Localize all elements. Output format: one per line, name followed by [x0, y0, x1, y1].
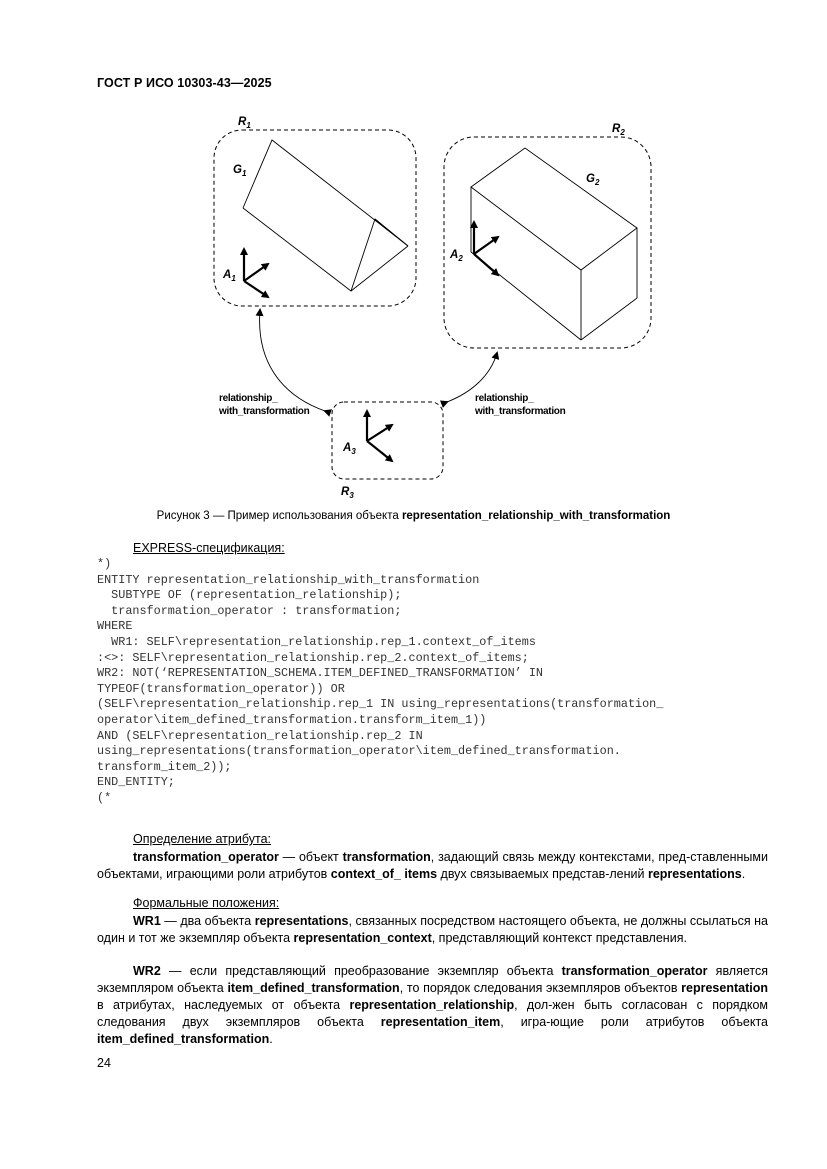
- wr1-paragraph: WR1 — два объекта representations, связанных посредством настоящего объекта, не должны ссылаться на один и тот же экземпляр объекта representation_context, представляющий контекст представления.: [97, 914, 768, 945]
- axes-a1-icon: [244, 249, 268, 297]
- figure-caption: Рисунок 3 — Пример использования объекта representation_relationship_with_transformation: [156, 510, 671, 522]
- label-r3: $R_3$: [341, 486, 354, 500]
- axes-a3-icon: [367, 411, 392, 461]
- prism-shape: [243, 140, 408, 291]
- relationship-label-left-line2: with_transformation: [219, 406, 310, 417]
- relationship-label-right-line1: relationship_: [475, 393, 534, 404]
- box-shape: [471, 148, 637, 340]
- attribute-paragraph: transformation_operator — объект transformation, задающий связь между контекстами, пред-ставленными объектами, играющими роли атрибутов context_of_ items двух связываемых представ-лений representations.: [97, 850, 768, 881]
- formal-propositions-heading: Формальные положения:: [133, 896, 280, 910]
- label-a3: $A_3$: [343, 442, 356, 456]
- express-code: *) ENTITY representation_relationship_with_transformation SUBTYPE OF (representation_relationship); transformation_operator : transformation; WHERE WR1: SELF\representation_relationship.rep_1.context_of_items :<>: SELF\representation_relationship.rep_2.context_of_items; WR2: NOT(‘REPRESENTATION_SCHEMA.ITEM_DEFINED_TRANSFORMATION’ IN TYPEOF(transformation_operator)) OR (SELF\representation_relationship.rep_1 IN using_representations(transformation_ operator\item_defined_transformation.transform_item_1)) AND (SELF\representation_relationship.rep_2 IN using_representations(transformation_operator\item_defined_transformation. transform_item_2)); END_ENTITY; (*: [97, 557, 664, 805]
- wr2-paragraph: WR2 — если представляющий преобразование экземпляр объекта transformation_operator является экземпляром объекта item_defined_transformation, то порядок следования экземпляров объектов representation в атрибутах, наследуемых от объекта representation_relationship, дол-жен быть согласован с порядком следования двух экземпляров объекта representation_item, игра-ющие роли атрибутов объекта item_defined_transformation.: [97, 964, 769, 1046]
- relationship-label-left-line1: relationship_: [219, 393, 278, 404]
- label-g1: $G_1$: [233, 164, 247, 178]
- label-r2: $R_2$: [612, 123, 625, 137]
- document-header: ГОСТ Р ИСО 10303-43—2025: [97, 76, 272, 90]
- page-number: 24: [97, 1056, 111, 1070]
- axes-a2-icon: [474, 222, 498, 275]
- r3-context-box: [332, 402, 443, 479]
- relationship-label-right-line2: with_transformation: [475, 406, 566, 417]
- label-r1: $R_1$: [238, 116, 251, 130]
- express-heading: EXPRESS-спецификация:: [133, 541, 285, 555]
- figure-3: [0, 0, 827, 510]
- label-g2: $G_2$: [586, 173, 600, 187]
- attribute-definition-heading: Определение атрибута:: [133, 832, 271, 846]
- label-a1: $A_1$: [223, 269, 236, 283]
- label-a2: $A_2$: [450, 249, 463, 263]
